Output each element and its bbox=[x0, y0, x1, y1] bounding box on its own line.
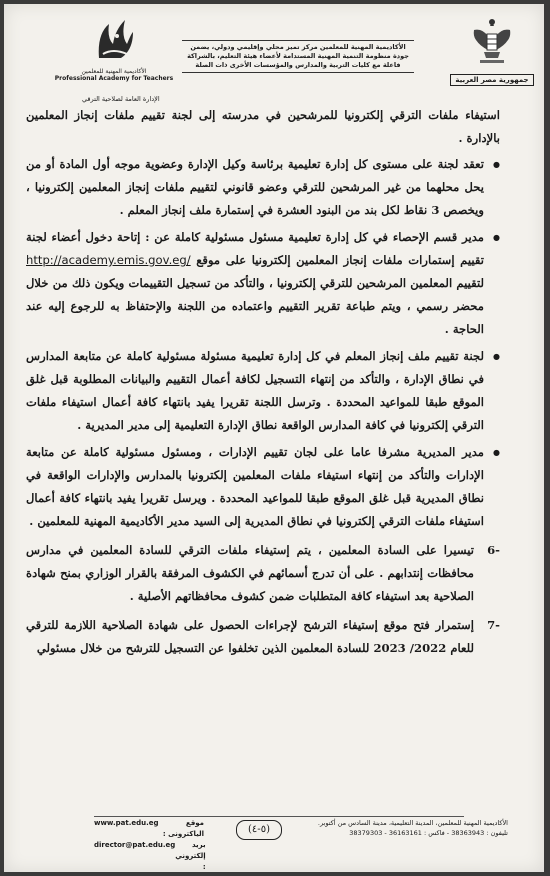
vision-line: جودة منظومة التنمية المهنية المستدامة لأعضاء هيئة التعليم، بالشراكة bbox=[187, 52, 409, 60]
fax-number: 38379303 - 36163161 bbox=[349, 829, 422, 837]
page-number: (٥-٤) bbox=[236, 820, 282, 840]
academy-logo-block bbox=[54, 14, 174, 82]
website-label: موقع الياكترونى : bbox=[162, 819, 204, 838]
numbered-item bbox=[26, 539, 500, 608]
document-page bbox=[4, 4, 544, 872]
website-link[interactable]: http://academy.emis.gov.eg/ bbox=[26, 253, 191, 267]
fax-label: - فاكس : bbox=[424, 829, 450, 837]
item-text: تيسيرا على السادة المعلمين ، يتم إستيفاء ملفات الترقي للسادة المعلمين في مدارس محافظات إنتدابهم . على أن تدرج أسمائهم في الكشوف المرفقة بالقرار الوزاري بمنح شهادة الصلاحية بعد استيفاء كافة المتطلبات ضمن كشوف محافظاتهم الأصلية . bbox=[26, 543, 474, 603]
footer-address: الأكاديمية المهنية للمعلمين، المدينة التعليمية، مدينة السادس من أكتوبر. bbox=[317, 819, 508, 827]
item-number: 7- bbox=[487, 618, 500, 632]
footer-web-block bbox=[94, 818, 204, 872]
document-body bbox=[26, 104, 500, 663]
footer-address-block bbox=[278, 818, 508, 838]
bullet-item: ● تعقد لجنة على مستوى كل إدارة تعليمية برئاسة وكيل الإدارة وعضوية موجه أول المادة أو من يحل محلهما من غير المرشحين للترقي وعضو قانوني لتقييم ملفات إنجاز المعلمين إلكترونيا ، ويخصص 3 نقاط لكل بند من البنود العشرة في إستمارة ملف إنجاز المعلم . bbox=[26, 153, 500, 222]
egypt-eagle-emblem-icon bbox=[470, 16, 514, 66]
email-label: بريد إلكتروني : bbox=[175, 841, 206, 871]
email-address[interactable]: director@pat.edu.eg bbox=[94, 841, 176, 849]
logo-arabic-name: الأكاديمية المهنية للمعلمين bbox=[81, 68, 147, 75]
numbered-item bbox=[26, 614, 500, 660]
item-text: إستمرار فتح موقع إستيفاء الترشح لإجراءات الحصول على شهادة الصلاحية اللازمة للترقي للعام 2022/ 2023 للسادة المعلمين الذين تخلفوا عن التسجيل للترشح من خلال مسئولي bbox=[26, 618, 474, 655]
department-name: الإدارة العامة لصلاحية الترقي bbox=[82, 95, 160, 103]
bullet-item bbox=[26, 226, 500, 341]
footer-contacts bbox=[278, 828, 508, 838]
item-number: 6- bbox=[487, 543, 500, 557]
logo-english-name: Professional Academy for Teachers bbox=[54, 75, 174, 82]
phone-label: تليفون : bbox=[486, 829, 508, 837]
intro-paragraph: استيفاء ملفات الترقي إلكترونيا للمرشحين في مدرسته إلى لجنة تقييم ملفات إنجاز المعلمين بالإدارة . bbox=[26, 108, 500, 145]
academy-vision-statement bbox=[182, 40, 414, 73]
academy-logo-icon bbox=[91, 14, 137, 64]
vision-line: الأكاديمية المهنية للمعلمين مركز تميز محلي وإقليمي ودولي، يضمن bbox=[190, 43, 406, 51]
bullet-text: مدير قسم الإحصاء في كل إدارة تعليمية مسئول مسئولية كاملة عن : إتاحة دخول أعضاء لجنة تقييم إستمارات ملفات إنجاز المعلمين إلكترونيا على موقع bbox=[26, 230, 484, 267]
phone-number: 38363943 bbox=[451, 829, 485, 837]
government-header bbox=[450, 16, 534, 86]
website-url[interactable]: www.pat.edu.eg bbox=[94, 819, 159, 827]
bullet-item: ● لجنة تقييم ملف إنجاز المعلم في كل إدارة تعليمية مسئولة مسئولية كاملة عن متابعة المدارس في نطاق الإدارة ، والتأكد من إنتهاء التسجيل لكافة أعمال التقييم والبيانات المطلوبة قبل غلق الموقع طبقا للمواعيد المحددة . وترسل اللجنة تقريرا يفيد بانتهاء كافة أعمال استيفاء ملفات الترقي إلكترونيا في كافة المدارس الواقعة نطاق الإدارة التعليمية إلى مدير المديرية . bbox=[26, 345, 500, 437]
bullet-item: ● مدير المديرية مشرفا عاما على لجان تقييم الإدارات ، ومسئول مسئولية كاملة عن متابعة الإدارات والتأكد من إنتهاء استيفاء ملفات المعلمين إلكترونيا بالمدارس والإدارات الواقعة في نطاق المديرية قبل غلق الموقع طبقا للمواعيد المحددة . ويرسل تقريرا يفيد بانتهاء كافة أعمال استيفاء ملفات الترقي إلكترونيا في نطاق المديرية إلى السيد مدير الأكاديمية المهنية للمعلمين . bbox=[26, 441, 500, 533]
footer-divider bbox=[94, 816, 464, 817]
vision-line: فاعلة مع كليات التربية والمدارس والمؤسسات الأخرى ذات الصلة bbox=[195, 61, 401, 69]
country-name: جمهورية مصر العربية bbox=[450, 74, 534, 86]
bullet-text: لتقييم المعلمين المرشحين للترقي إلكترونيا ، والتأكد من تسجيل التقييمات ويكون ذلك من خلال محضر رسمي ، ويتم طباعة تقرير التقييم واعتماده من اللجنة والإحتفاظ به للرجوع إليه عند الحاجة . bbox=[26, 276, 484, 336]
